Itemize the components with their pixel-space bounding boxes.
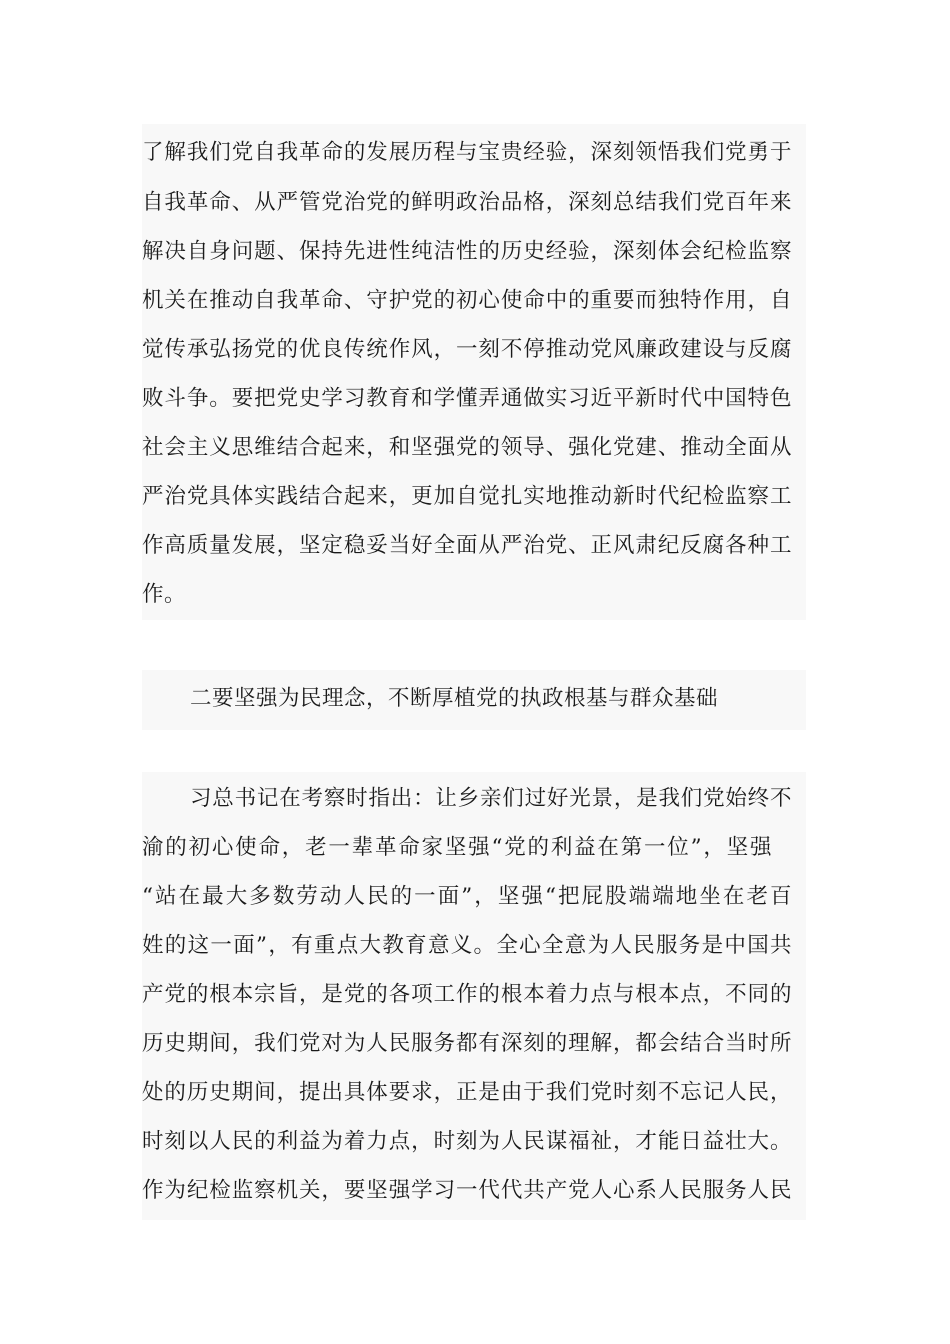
paragraph-2-line: “站在最大多数劳动人民的一面”，坚强“把屁股端端地坐在老百 <box>142 884 792 909</box>
section-heading: 二要坚强为民理念，不断厚植党的执政根基与群众基础 <box>190 686 719 711</box>
paragraph-1-line: 作。 <box>142 582 187 607</box>
paragraph-1-line: 作高质量发展，坚定稳妥当好全面从严治党、正风肃纪反腐各种工 <box>142 533 792 558</box>
heading-block <box>142 670 806 730</box>
paragraph-2-line: 产党的根本宗旨，是党的各项工作的根本着力点与根本点，不同的 <box>142 982 792 1007</box>
paragraph-1-line: 了解我们党自我革命的发展历程与宝贵经验，深刻领悟我们党勇于 <box>142 140 792 165</box>
paragraph-2-line: 姓的这一面”，有重点大教育意义。全心全意为人民服务是中国共 <box>142 933 792 958</box>
paragraph-1-block <box>142 124 806 620</box>
paragraph-2-line: 习总书记在考察时指出：让乡亲们过好光景，是我们党始终不 <box>190 786 792 811</box>
paragraph-2-block <box>142 772 806 1220</box>
paragraph-2-line: 历史期间，我们党对为人民服务都有深刻的理解，都会结合当时所 <box>142 1031 792 1056</box>
paragraph-1-line: 解决自身问题、保持先进性纯洁性的历史经验，深刻体会纪检监察 <box>142 239 792 264</box>
paragraph-1-line: 自我革命、从严管党治党的鲜明政治品格，深刻总结我们党百年来 <box>142 190 792 215</box>
paragraph-1-line: 严治党具体实践结合起来，更加自觉扎实地推动新时代纪检监察工 <box>142 484 792 509</box>
paragraph-1-line: 败斗争。要把党史学习教育和学懂弄通做实习近平新时代中国特色 <box>142 386 792 411</box>
paragraph-1-line: 机关在推动自我革命、守护党的初心使命中的重要而独特作用，自 <box>142 288 792 313</box>
paragraph-2-line: 处的历史期间，提出具体要求，正是由于我们党时刻不忘记人民， <box>142 1080 792 1105</box>
paragraph-2-line: 时刻以人民的利益为着力点，时刻为人民谋福祉，才能日益壮大。 <box>142 1129 792 1154</box>
paragraph-1-line: 觉传承弘扬党的优良传统作风，一刻不停推动党风廉政建设与反腐 <box>142 337 792 362</box>
paragraph-1-line: 社会主义思维结合起来，和坚强党的领导、强化党建、推动全面从 <box>142 435 792 460</box>
paragraph-2-line: 作为纪检监察机关，要坚强学习一代代共产党人心系人民服务人民 <box>142 1178 792 1203</box>
paragraph-2-line: 渝的初心使命，老一辈革命家坚强“党的利益在第一位”，坚强 <box>142 835 772 860</box>
